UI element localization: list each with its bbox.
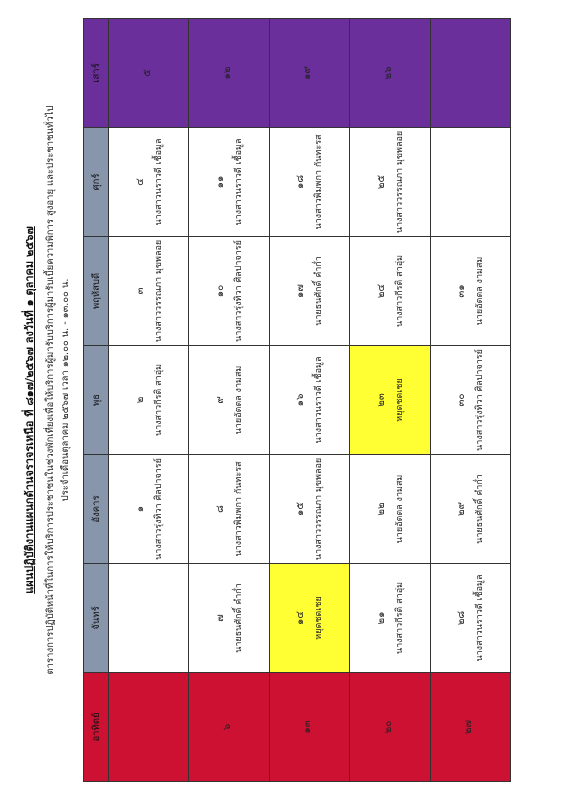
day-number: ๒๗: [463, 719, 475, 735]
holiday-label: หยุดชดเชย: [314, 596, 325, 640]
header-monday: จันทร์: [84, 564, 109, 673]
day-number: ๓: [134, 287, 146, 295]
staff-name: นางสาวรุ่งทิวา ศิลปาจารย์: [234, 240, 245, 342]
day-cell: [350, 128, 430, 237]
day-number: ๒๘: [456, 610, 468, 626]
day-cell: [189, 346, 269, 455]
day-cell: [430, 673, 510, 782]
staff-name: นางสาวพิมพกา กันทะรส: [314, 134, 325, 230]
day-cell: [269, 128, 349, 237]
day-cell: [189, 128, 269, 237]
day-number: ๘: [215, 505, 227, 513]
day-cell: [109, 673, 189, 782]
day-number: ๑๗: [295, 284, 307, 298]
day-number: ๒๖: [382, 66, 394, 80]
day-number: ๗: [215, 614, 227, 622]
staff-name: นายอัตตล งามสม: [475, 256, 486, 326]
day-cell: [430, 19, 510, 128]
day-number: ๑๙: [302, 66, 314, 80]
staff-name: นางสาวนราวดี เชื้อมูล: [475, 574, 486, 662]
document-title: แผนปฏิบัติงานแผนกด้านจราจรเหนือ ที่ ๘๑๗/๒๕๖๗ ลงวันที่ ๑ ตุลาคม ๒๕๖๗: [23, 226, 36, 594]
day-number: ๒๒: [375, 502, 387, 516]
staff-name: นางสาววรรณภา มุขพลอย: [314, 457, 325, 561]
day-number: ๒๓: [375, 393, 387, 407]
day-cell: [189, 237, 269, 346]
day-number: ๑๔: [295, 611, 307, 625]
week-row: [109, 19, 189, 782]
staff-name: นางสาววรรณภา มุขพลอย: [394, 130, 405, 234]
staff-name: นายธนศักดิ์ คำก่ำ: [234, 583, 245, 653]
day-number: ๑๒: [222, 66, 234, 80]
week-row: [350, 19, 430, 782]
staff-name: นายอัตตล งามสม: [394, 474, 405, 544]
week-row: [430, 19, 510, 782]
day-cell: [109, 455, 189, 564]
day-cell: [189, 564, 269, 673]
day-number: ๑๓: [302, 720, 314, 734]
holiday-cell: [350, 346, 430, 455]
week-row: [189, 19, 269, 782]
day-cell: [430, 237, 510, 346]
staff-name: นางสาวนราวดี เชื้อมูล: [153, 138, 164, 226]
staff-name: นางสาวนราวดี เชื้อมูล: [314, 356, 325, 444]
day-number: ๙: [215, 396, 227, 404]
staff-name: นางสาววรรณภา มุขพลอย: [153, 239, 164, 343]
day-cell: [350, 564, 430, 673]
day-number: ๖: [222, 723, 234, 731]
day-cell: [350, 455, 430, 564]
day-cell: [109, 19, 189, 128]
day-number: ๑: [134, 505, 146, 513]
document-period: ประจำเดือนตุลาคม ๒๕๖๗ เวลา ๑๒.๐๐ น. - ๑๓.๐๐ น.: [60, 278, 71, 502]
staff-name: นางสาวรุ่งทิวา ศิลปาจารย์: [475, 349, 486, 451]
day-cell: [430, 564, 510, 673]
header-wednesday: พุธ: [84, 346, 109, 455]
day-cell: [350, 237, 430, 346]
staff-name: นางสาวรุ่งทิวา ศิลปาจารย์: [153, 458, 164, 560]
day-number: ๒๑: [375, 611, 387, 625]
staff-name: นายธนศักดิ์ คำก่ำ: [475, 474, 486, 544]
day-cell: [109, 346, 189, 455]
day-cell: [430, 128, 510, 237]
staff-name: นางสาวพิมพกา กันทะรส: [234, 461, 245, 557]
day-cell: [350, 673, 430, 782]
staff-name: นายอัตตล งามสม: [234, 365, 245, 435]
day-cell: [269, 346, 349, 455]
day-number: ๔: [134, 178, 146, 186]
day-number: ๒๙: [456, 502, 468, 516]
document-subtitle: ตารางการปฏิบัติหน้าที่ในการให้บริการประชาชนในช่วงพักเที่ยงเพื่อให้บริการผู้มารับบริการผู้มารับเบี้ยความพิการ สูงอายุ และประชาชนทั่วไป: [45, 105, 56, 675]
holiday-cell: [269, 564, 349, 673]
staff-name: นางสาวกีรติ สาอุ่ม: [394, 581, 405, 655]
day-number: ๓๑: [456, 284, 468, 298]
day-cell: [269, 237, 349, 346]
duty-calendar-table: [83, 18, 511, 782]
day-cell: [109, 128, 189, 237]
day-cell: [269, 455, 349, 564]
weekday-header-row: [84, 19, 109, 782]
header-friday: ศุกร์: [84, 128, 109, 237]
header-sunday: อาทิตย์: [84, 673, 109, 782]
day-cell: [430, 346, 510, 455]
day-number: ๑๘: [295, 174, 307, 190]
day-number: ๑๕: [295, 502, 307, 516]
day-number: ๑๖: [295, 393, 307, 407]
day-number: ๒๔: [375, 283, 387, 299]
day-cell: [189, 19, 269, 128]
holiday-label: หยุดชดเชย: [394, 378, 405, 422]
day-number: ๑๐: [215, 284, 227, 298]
header-saturday: เสาร์: [84, 19, 109, 128]
week-row: [269, 19, 349, 782]
day-cell: [189, 455, 269, 564]
staff-name: นายธนศักดิ์ คำก่ำ: [314, 256, 325, 326]
day-cell: [109, 564, 189, 673]
staff-name: นางสาวนราวดี เชื้อมูล: [234, 138, 245, 226]
day-cell: [430, 455, 510, 564]
header-thursday: พฤหัสบดี: [84, 237, 109, 346]
day-number: ๓๐: [456, 393, 468, 407]
day-cell: [189, 673, 269, 782]
day-number: ๒: [134, 396, 146, 404]
day-number: ๒๕: [375, 174, 387, 190]
day-number: ๒๐: [382, 720, 394, 734]
day-cell: [109, 237, 189, 346]
day-cell: [269, 673, 349, 782]
day-cell: [350, 19, 430, 128]
day-number: ๕: [141, 69, 153, 77]
staff-name: นางสาวกีรติ สาอุ่ม: [394, 254, 405, 328]
day-number: ๑๑: [215, 175, 227, 189]
day-cell: [269, 19, 349, 128]
staff-name: นางสาวกีรติ สาอุ่ม: [153, 363, 164, 437]
header-tuesday: อังคาร: [84, 455, 109, 564]
